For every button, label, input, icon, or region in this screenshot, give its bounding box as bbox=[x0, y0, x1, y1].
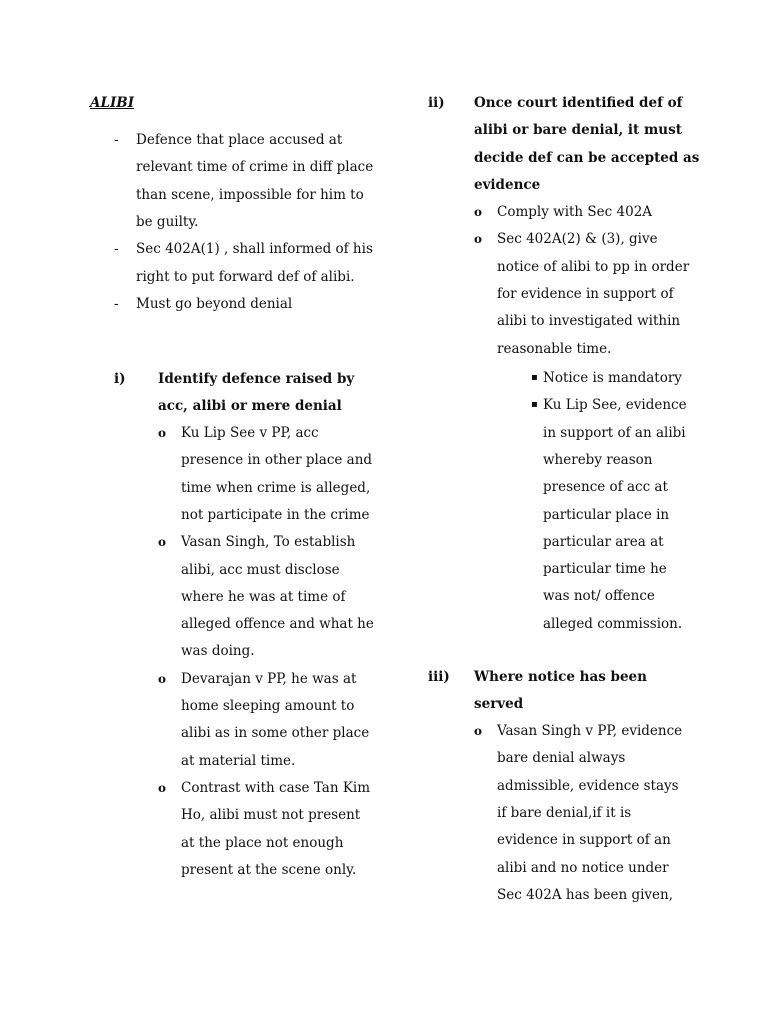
sub-list-item-text: particular place in bbox=[543, 506, 670, 523]
section-heading-iii: Where notice has been bbox=[474, 669, 647, 685]
case-list-item-text: time when crime is alleged, bbox=[181, 479, 371, 496]
sub-list-item-text: whereby reason bbox=[543, 451, 653, 468]
notice-list-item-text: evidence in support of an bbox=[497, 832, 671, 849]
case-list-item-text: home sleeping amount to bbox=[181, 698, 355, 714]
case-list-item-text: Vasan Singh, To establish bbox=[181, 534, 356, 551]
case-list-item-text: Devarajan v PP, he was at bbox=[181, 670, 357, 687]
case-list-item-text: where he was at time of bbox=[181, 588, 346, 605]
notice-list-item-text: bare denial always bbox=[497, 750, 626, 767]
dash-list-item-text: Must go beyond denial bbox=[136, 295, 293, 312]
notice-list-item-text: if bare denial,if it is bbox=[497, 804, 632, 821]
requirement-list-item-text: notice of alibi to pp in order bbox=[497, 258, 690, 275]
section-numeral-ii: ii) bbox=[428, 95, 445, 111]
sub-list-item-bullet: ▪ bbox=[531, 399, 538, 411]
sub-list-item-text: Ku Lip See, evidence bbox=[543, 397, 687, 414]
sub-list-item-text: particular area at bbox=[543, 533, 664, 550]
section-numeral-i: i) bbox=[114, 371, 126, 387]
sub-list-item-bullet: ▪ bbox=[531, 372, 538, 383]
section-heading-iii: served bbox=[474, 696, 524, 713]
section-heading-i: Identify defence raised by bbox=[158, 371, 355, 387]
case-list-item-text: presence in other place and bbox=[181, 452, 373, 469]
sub-list-item-text: alleged commission. bbox=[543, 615, 683, 632]
case-list-item-text: Ku Lip See v PP, acc bbox=[181, 425, 319, 441]
case-list-item-text: Ho, alibi must not present bbox=[181, 807, 361, 824]
case-list-item-bullet: o bbox=[158, 671, 167, 686]
case-list-item-text: not participate in the crime bbox=[181, 506, 370, 523]
dash-list-item-bullet: - bbox=[114, 241, 119, 258]
sub-list-item-text: Notice is mandatory bbox=[543, 370, 682, 386]
dash-list-item-bullet: - bbox=[114, 295, 119, 312]
section-heading-i: acc, alibi or mere denial bbox=[158, 398, 342, 415]
case-list-item-bullet: o bbox=[158, 426, 167, 440]
requirement-list-item-text: for evidence in support of bbox=[497, 285, 674, 302]
section-heading-ii: decide def can be accepted as bbox=[474, 149, 700, 166]
case-list-item-text: alibi, acc must disclose bbox=[181, 561, 340, 578]
sub-list-item-text: presence of acc at bbox=[543, 479, 668, 496]
notice-list-item-text: Vasan Singh v PP, evidence bbox=[497, 723, 683, 739]
section-title-alibi: ALIBI bbox=[90, 95, 135, 111]
section-heading-ii: evidence bbox=[474, 176, 541, 193]
requirement-list-item-bullet: o bbox=[474, 232, 483, 247]
case-list-item-text: present at the scene only. bbox=[181, 861, 357, 878]
notice-list-item-text: alibi and no notice under bbox=[497, 859, 669, 876]
case-list-item-text: was doing. bbox=[181, 643, 255, 660]
dash-list-item-text: than scene, impossible for him to bbox=[136, 186, 364, 203]
requirement-list-item-bullet: o bbox=[474, 205, 483, 219]
section-heading-ii: alibi or bare denial, it must bbox=[474, 122, 682, 139]
requirement-list-item-text: alibi to investigated within bbox=[497, 313, 681, 330]
dash-list-item-text: Defence that place accused at bbox=[136, 132, 343, 148]
case-list-item-text: at the place not enough bbox=[181, 834, 344, 851]
case-list-item-bullet: o bbox=[158, 535, 167, 550]
requirement-list-item-text: Comply with Sec 402A bbox=[497, 204, 653, 220]
notice-list-item-bullet: o bbox=[474, 724, 483, 738]
dash-list-item-text: relevant time of crime in diff place bbox=[136, 159, 374, 176]
requirement-list-item-text: Sec 402A(2) & (3), give bbox=[497, 231, 658, 248]
sub-list-item-text: in support of an alibi bbox=[543, 424, 686, 441]
dash-list-item-text: be guilty. bbox=[136, 213, 199, 230]
notice-list-item-text: Sec 402A has been given, bbox=[497, 886, 674, 903]
section-heading-ii: Once court identified def of bbox=[474, 95, 683, 111]
case-list-item-text: alleged offence and what he bbox=[181, 616, 374, 633]
case-list-item-bullet: o bbox=[158, 780, 167, 795]
requirement-list-item-text: reasonable time. bbox=[497, 340, 612, 357]
case-list-item-text: at material time. bbox=[181, 752, 296, 769]
notice-list-item-text: admissible, evidence stays bbox=[497, 777, 679, 794]
sub-list-item-text: was not/ offence bbox=[543, 588, 655, 605]
section-numeral-iii: iii) bbox=[428, 669, 450, 685]
dash-list-item-bullet: - bbox=[114, 132, 119, 148]
case-list-item-text: alibi as in some other place bbox=[181, 725, 370, 742]
sub-list-item-text: particular time he bbox=[543, 561, 667, 578]
case-list-item-text: Contrast with case Tan Kim bbox=[181, 779, 371, 796]
dash-list-item-text: Sec 402A(1) , shall informed of his bbox=[136, 241, 373, 258]
dash-list-item-text: right to put forward def of alibi. bbox=[136, 268, 355, 285]
